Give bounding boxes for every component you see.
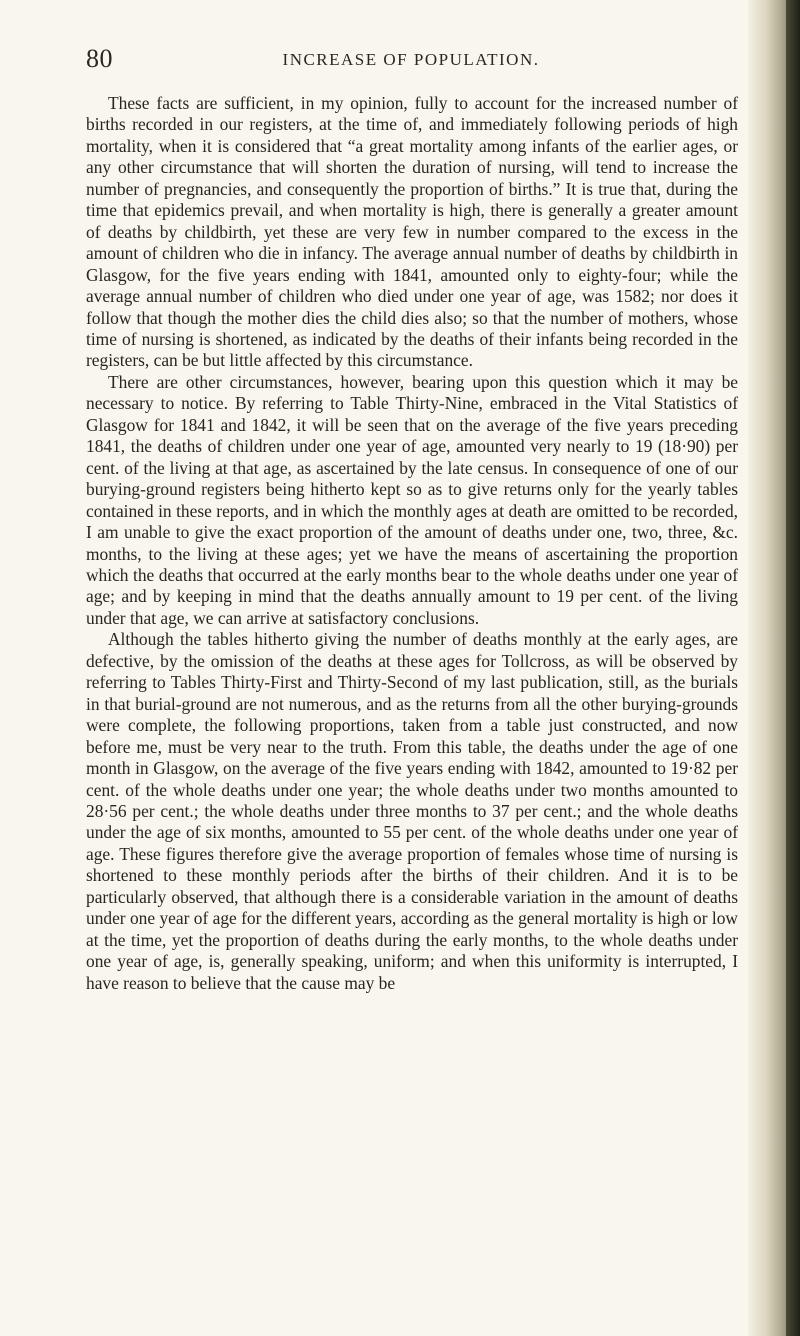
book-binding-edge xyxy=(786,0,800,1336)
paragraph-3: Although the tables hitherto giving the number of deaths monthly at the early ages, are defective, by the omission of the deaths at these ages for Tollcross, as will be observed by referring to Tables Thirty-First and Thirty-Second of my last publication, still, as the burials in that burial-ground are not numerous, and as the returns from all the other burying-grounds were complete, the following proportions, taken from a table just constructed, and now before me, must be very near to the truth. From this table, the deaths under the age of one month in Glasgow, on the average of the five years ending with 1842, amounted to 19·82 per cent. of the whole deaths under one year; the whole deaths under two months amounted to 28·56 per cent.; the whole deaths under three months to 37 per cent.; and the whole deaths under the age of six months, amounted to 55 per cent. of the whole deaths under one year of age. These figures therefore give the average proportion of females whose time of nursing is shortened to these monthly periods after the births of their children. And it is to be particularly observed, that although there is a considerable variation in the amount of deaths under one year of age for the different years, according as the general mortality is high or low at the time, yet the proportion of deaths during the early months, to the whole deaths under one year of age, is, generally speaking, uniform; and when this uniformity is interrupted, I have reason to believe that the cause may be xyxy=(86,629,738,993)
running-head: INCREASE OF POPULATION. xyxy=(282,50,540,69)
paragraph-1: These facts are sufficient, in my opinion, fully to account for the increased number of births recorded in our registers, at the time of, and immediately following periods of high mortality, when it is considered that “a great mortality among infants of the earlier ages, or any other circumstance that will shorten the duration of nursing, will tend to increase the number of pregnancies, and consequently the proportion of births.” It is true that, during the time that epidemics prevail, and when mortality is high, there is generally a greater amount of deaths by childbirth, yet these are very few in number compared to the excess in the amount of children who die in infancy. The average annual number of deaths by childbirth in Glasgow, for the five years ending with 1841, amounted only to eighty-four; while the average annual number of children who died under one year of age, was 1582; nor does it follow that though the mother dies the child dies also; so that the number of mothers, whose time of nursing is shortened, as indicated by the deaths of their infants being recorded in the registers, can be but little affected by this circumstance. xyxy=(86,93,738,371)
page-number: 80 xyxy=(86,44,113,73)
body-text xyxy=(86,93,738,994)
paragraph-2: There are other circumstances, however, bearing upon this question which it may be necessary to notice. By referring to Table Thirty-Nine, embraced in the Vital Statistics of Glasgow for 1841 and 1842, it will be seen that on the average of the five years preceding 1841, the deaths of children under one year of age, amounted very nearly to 19 (18·90) per cent. of the living at that age, as ascertained by the late census. In consequence of one of our burying-ground registers being hitherto kept so as to give returns only for the yearly tables contained in these reports, and in which the monthly ages at death are omitted to be recorded, I am unable to give the exact proportion of the amount of deaths under one, two, three, &c. months, to the living at these ages; yet we have the means of ascertaining the proportion which the deaths that occurred at the early months bear to the whole deaths under one year of age; and by keeping in mind that the deaths annually amount to 19 per cent. of the living under that age, we can arrive at satisfactory conclusions. xyxy=(86,371,738,628)
page-header xyxy=(86,44,736,84)
